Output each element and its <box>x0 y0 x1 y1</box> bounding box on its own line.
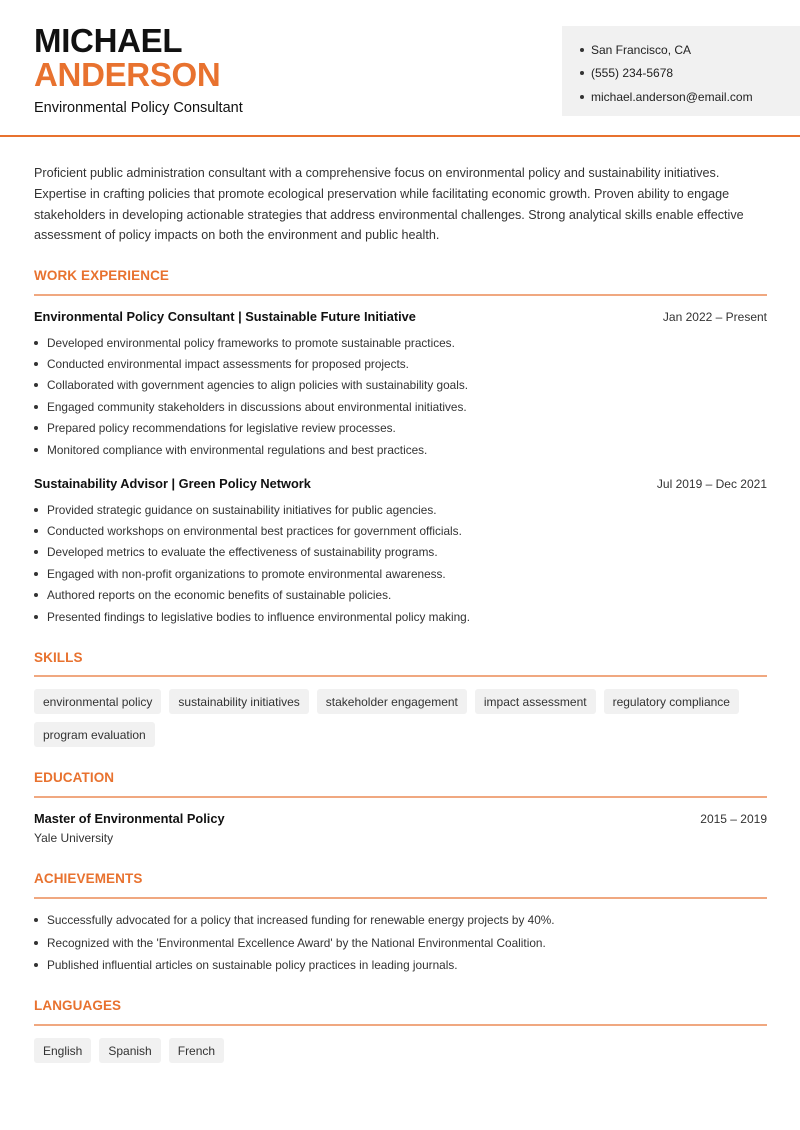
skill-tag: impact assessment <box>475 689 596 714</box>
job-dates: Jul 2019 – Dec 2021 <box>656 476 767 491</box>
contact-location: San Francisco, CA <box>580 38 782 62</box>
job-bullets <box>34 332 769 460</box>
skill-tag: stakeholder engagement <box>317 689 467 714</box>
bullet-icon <box>34 593 38 597</box>
list-item: Provided strategic guidance on sustainability initiatives for public agencies. <box>34 499 769 520</box>
last-name: ANDERSON <box>34 56 221 93</box>
list-item: Presented findings to legislative bodies to influence environmental policy making. <box>34 606 769 627</box>
section-divider <box>34 675 767 677</box>
skill-tag: sustainability initiatives <box>169 689 308 714</box>
skill-tag: program evaluation <box>34 722 155 747</box>
contact-email: michael.anderson@email.com <box>580 85 782 109</box>
bullet-icon <box>34 963 38 967</box>
section-divider <box>34 796 767 798</box>
bullet-icon <box>34 550 38 554</box>
list-item: Conducted workshops on environmental best practices for government officials. <box>34 520 769 541</box>
bullet-icon <box>34 362 38 366</box>
education-dates: 2015 – 2019 <box>700 811 767 826</box>
bullet-icon <box>580 48 584 52</box>
list-item: Published influential articles on sustainable policy practices in leading journals. <box>34 954 769 977</box>
achievements-list <box>34 909 769 977</box>
list-item: Recognized with the 'Environmental Excellence Award' by the National Environmental Coalition. <box>34 932 769 955</box>
section-title-work: WORK EXPERIENCE <box>34 268 170 283</box>
job-role: Environmental Policy Consultant | Sustainable Future Initiative <box>34 309 416 324</box>
list-item: Collaborated with government agencies to align policies with sustainability goals. <box>34 375 769 396</box>
job-header <box>34 309 767 324</box>
job-header <box>34 476 767 491</box>
list-item: Developed environmental policy frameworks to promote sustainable practices. <box>34 332 769 353</box>
job-title: Environmental Policy Consultant <box>34 100 243 116</box>
section-title-skills: SKILLS <box>34 650 83 665</box>
list-item: Prepared policy recommendations for legislative review processes. <box>34 418 769 439</box>
list-item: Developed metrics to evaluate the effectiveness of sustainability programs. <box>34 542 769 563</box>
bullet-icon <box>34 918 38 922</box>
section-title-education: EDUCATION <box>34 770 115 785</box>
bullet-icon <box>34 405 38 409</box>
education-header <box>34 811 767 826</box>
job-role: Sustainability Advisor | Green Policy Network <box>34 476 311 491</box>
candidate-name <box>34 24 220 92</box>
bullet-icon <box>580 95 584 99</box>
language-tag: French <box>169 1038 224 1063</box>
education-school: Yale University <box>34 831 114 845</box>
language-tag: English <box>34 1038 91 1063</box>
section-title-languages: LANGUAGES <box>34 998 122 1013</box>
job-bullets <box>34 499 769 627</box>
skills-list <box>34 689 774 747</box>
resume-header <box>0 0 800 137</box>
section-divider <box>34 294 767 296</box>
languages-list <box>34 1038 774 1063</box>
education-degree: Master of Environmental Policy <box>34 811 225 826</box>
bullet-icon <box>34 341 38 345</box>
skill-tag: environmental policy <box>34 689 161 714</box>
list-item: Authored reports on the economic benefits of sustainable policies. <box>34 585 769 606</box>
job-dates: Jan 2022 – Present <box>662 309 767 324</box>
bullet-icon <box>34 941 38 945</box>
skill-tag: regulatory compliance <box>604 689 739 714</box>
bullet-icon <box>34 615 38 619</box>
language-tag: Spanish <box>99 1038 160 1063</box>
bullet-icon <box>34 508 38 512</box>
bullet-icon <box>34 448 38 452</box>
bullet-icon <box>580 71 584 75</box>
section-divider <box>34 897 767 899</box>
list-item: Monitored compliance with environmental regulations and best practices. <box>34 439 769 460</box>
contact-phone: (555) 234-5678 <box>580 62 782 86</box>
bullet-icon <box>34 426 38 430</box>
bullet-icon <box>34 383 38 387</box>
list-item: Successfully advocated for a policy that increased funding for renewable energy projects by 40%. <box>34 909 769 932</box>
section-title-achievements: ACHIEVEMENTS <box>34 871 143 886</box>
list-item: Engaged community stakeholders in discussions about environmental initiatives. <box>34 396 769 417</box>
list-item: Conducted environmental impact assessments for proposed projects. <box>34 353 769 374</box>
section-divider <box>34 1024 767 1026</box>
contact-box <box>562 26 800 116</box>
first-name: MICHAEL <box>34 22 183 59</box>
list-item: Engaged with non-profit organizations to promote environmental awareness. <box>34 563 769 584</box>
bullet-icon <box>34 529 38 533</box>
bullet-icon <box>34 572 38 576</box>
summary-paragraph: Proficient public administration consultant with a comprehensive focus on environmental policy and sustainability initiatives. Expertise in crafting policies that promote ecological preservation while facilitating economic growth. Proven ability to engage stakeholders in developing actionable strategies that address environmental challenges. Strong analytical skills enable effective assessment of policy impacts on both the environment and public health. <box>34 166 744 243</box>
